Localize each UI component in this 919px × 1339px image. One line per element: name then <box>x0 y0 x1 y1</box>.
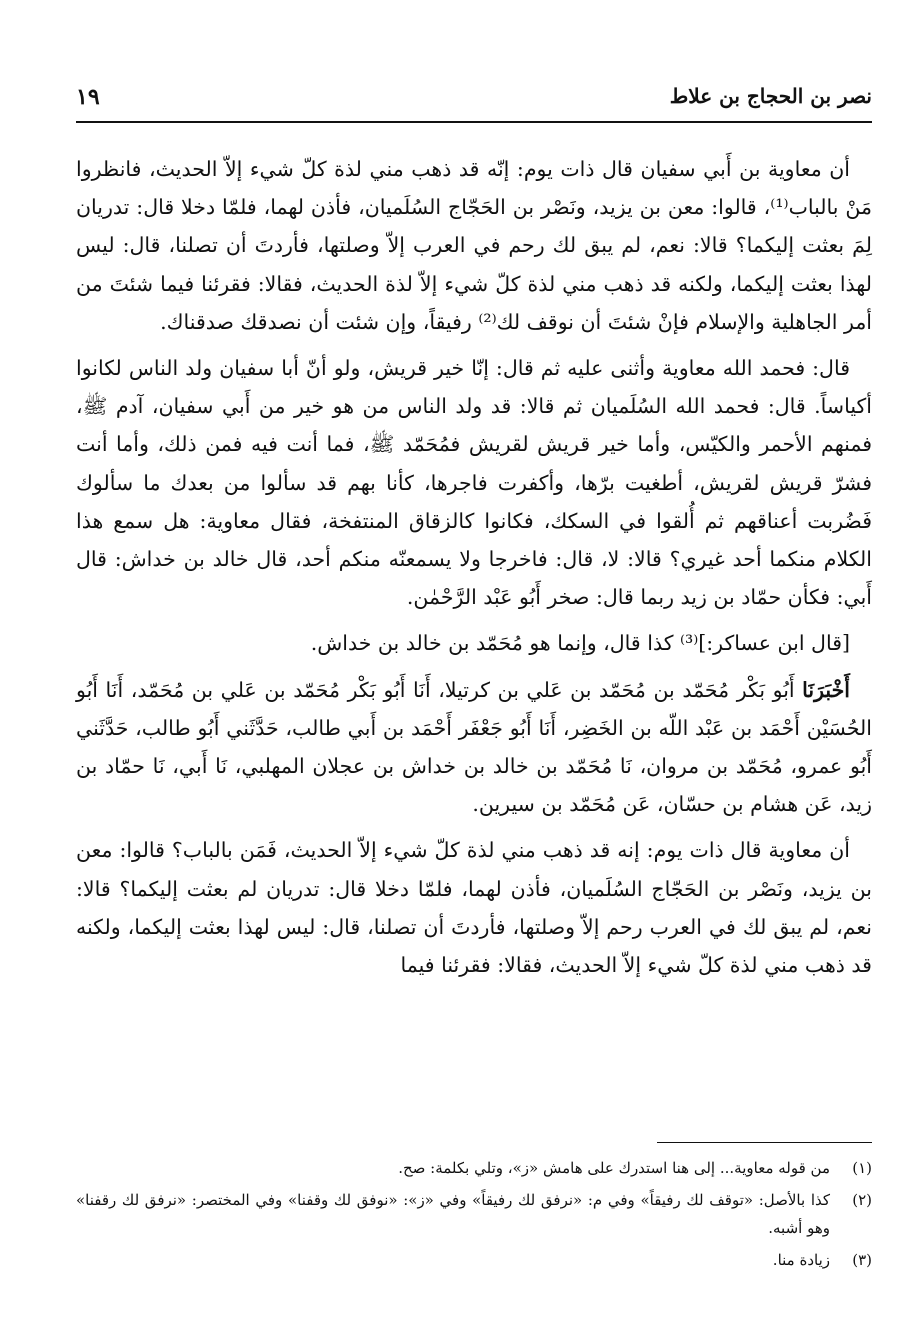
footnote-number: (٢) <box>852 1191 872 1209</box>
footnote-text: كذا بالأصل: «توقف لك رفيقاً» وفي م: «نرفق لك رفيقاً» وفي «ز»: «نوفق لك وقفنا» وفي المختصر: «نرفق لك رقفنا» وهو أشبه. <box>76 1191 830 1237</box>
paragraph-5: أن معاوية قال ذات يوم: إنه قد ذهب مني لذة كلّ شيء إلاّ الحديث، فَمَن بالباب؟ قالوا: معن بن يزيد، ونَصْر بن الحَجّاج السُلَميان، فأذن لهما، فلمّا دخلا قال: تدريان لم بعثت إليكما؟ قالا: نعم، لم يبق لك في العرب رحم إلاّ وصلتها، فأردتَ أن تصلنا، قال: ليس لهذا بعثت إليكما، ولكنه قد ذهب مني لذة كلّ شيء إلاّ الحديث، فقالا: فقرئنا فيما <box>76 838 872 978</box>
footnote-rule <box>657 1142 872 1143</box>
footnote-number: (٣) <box>852 1251 872 1269</box>
footnotes <box>76 1154 872 1278</box>
footnote-2 <box>76 1186 872 1242</box>
page-header <box>76 82 872 122</box>
main-text <box>76 150 872 984</box>
paragraph-2: قال: فحمد الله معاوية وأثنى عليه ثم قال: إنّا خير قريش، ولو أنّ أبا سفيان ولد الناس لكانوا أكياساً. قال: فحمد الله السُلَميان ثم قالا: قد ولد الناس من هو خير من أَبي سفيان، آدم ﷺ، فمنهم الأحمر والكيّس، وأما خير قريش لقريش فمُحَمّد ﷺ، فما أنت فيه فمن ذلك، وأما أنت فشرّ قريش لقريش، أطغيت برّها، وأكفرت فاجرها، كأنا بهم قد سألوا من بعدك ما سألوك فَضُربت أعناقهم ثم أُلقوا في السكك، فكانوا كالزقاق المنتفخة، فقال معاوية: هل سمع هذا الكلام منكما أحد غيري؟ قالا: لا، قال: فاخرجا ولا يسمعنّه منكم أحد، قال خالد بن خداش: قال أَبي: فكأن حمّاد بن زيد ربما قال: صخر أَبُو عَبْد الرَّحْمٰن. <box>76 356 872 610</box>
footnote-text: زيادة منا. <box>772 1251 830 1269</box>
paragraph-4-lead: أَخْبَرَنَا <box>802 677 850 702</box>
running-title: نصر بن الحجاج بن علاط <box>669 84 872 108</box>
footnote-1 <box>76 1154 872 1182</box>
paragraph-3: [قال ابن عساكر:]⁽³⁾ كذا قال، وإنما هو مُحَمّد بن خالد بن خداش. <box>310 631 850 656</box>
paragraph-4 <box>76 671 872 824</box>
footnote-text: من قوله معاوية... إلى هنا استدرك على هامش «ز»، وتلي بكلمة: صح. <box>398 1159 830 1177</box>
page-number: ١٩ <box>76 84 100 110</box>
footnote-number: (١) <box>852 1159 872 1177</box>
footnote-3 <box>76 1246 872 1274</box>
paragraph-1: أن معاوية بن أَبي سفيان قال ذات يوم: إنّه قد ذهب مني لذة كلّ شيء إلاّ الحديث، فانظروا مَنْ بالباب⁽¹⁾، قالوا: معن بن يزيد، ونَصْر بن الحَجّاج السُلَميان، فأذن لهما، فلمّا دخلا قال: تدريان لِمَ بعثت إليكما؟ قالا: نعم، لم يبق لك رحم في العرب إلاّ وصلتها، فأردتَ أن تصلنا، قال: ليس لهذا بعثت إليكما، ولكنه قد ذهب مني لذة كلّ شيء إلاّ لذة الحديث، فقالا: فقرئنا فيما شئتَ من أمر الجاهلية والإسلام فإنْ شئتَ أن نوقف لك⁽²⁾ رفيقاً، وإن شئت أن نصدقك صدقناك. <box>76 157 872 334</box>
paragraph-4-text: أَبُو بَكْر مُحَمّد بن مُحَمّد بن عَلي بن كرتيلا، أَنَا أَبُو بَكْر مُحَمّد بن عَلي بن مُحَمّد، أَنَا أَبُو الحُسَيْن أَحْمَد بن عَبْد اللّه بن الخَضِر، أَنَا أَبُو جَعْفَر أَحْمَد بن أَبي طالب، حَدَّثَني أَبُو طالب، حَدَّثَني أَبُو عمرو، مُحَمّد بن مروان، نَا مُحَمّد بن خالد بن خداش بن عجلان المهلبي، نَا أَبي، نَا حمّاد بن زيد، عَن هشام بن حسّان، عَن مُحَمّد بن سيرين. <box>76 677 872 817</box>
header-rule <box>76 121 872 123</box>
